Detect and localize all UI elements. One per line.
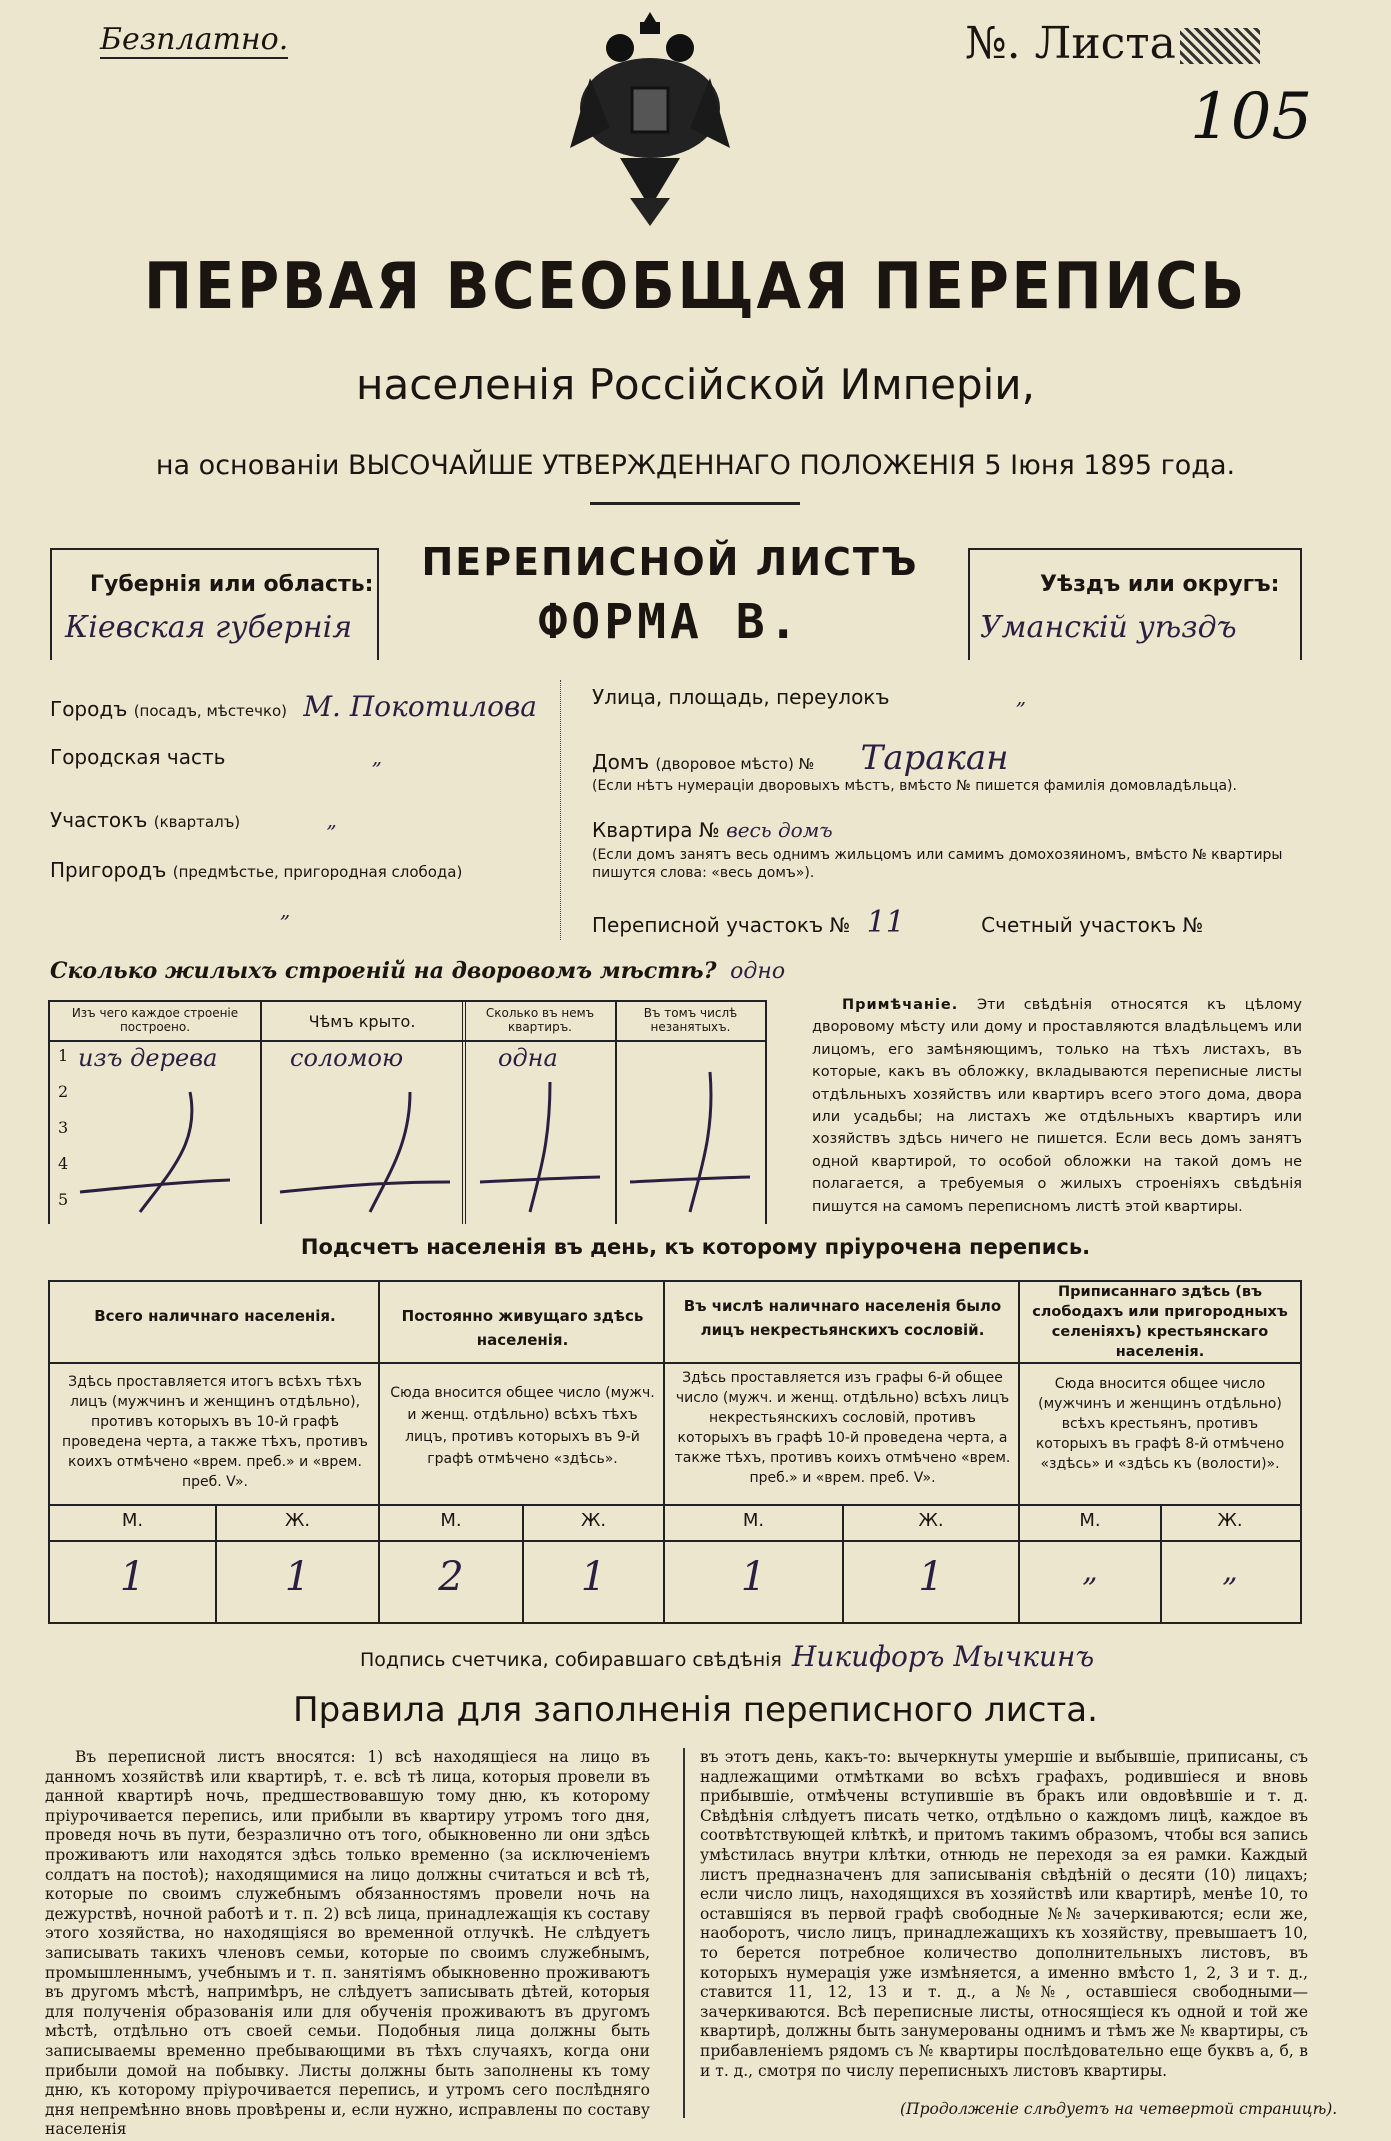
divider [590,502,800,505]
street-value: „ [1015,685,1027,709]
buildings-question [50,958,785,984]
city-part-value: „ [371,745,383,769]
buildings-header-apartments: Сколько въ немъ квартиръ. [485,1006,595,1034]
imperial-eagle-emblem [570,8,730,228]
buildings-question-text: Сколько жилыхъ строеній на дворовомъ мѣстѣ? [50,958,717,984]
signature-field [360,1640,1094,1673]
city-label: Городъ [50,697,128,721]
permanent-m-value: 2 [438,1554,464,1600]
buildings-table [48,1000,767,1224]
rules-left-column: Въ переписной листъ вносятся: 1) всѣ находящіеся на лицо въ данномъ хозяйствѣ или квартирѣ, т. е. всѣ тѣ лица, которыя провели въ данной квартирѣ ночь, предшествовавшую тому дню, къ которому пріурочивается перепись, или прибыли въ квартиру утромъ того дня, проведя ночь въ пути, безразлично отъ того, обыкновенно ли они здѣсь проживаютъ или находятся здѣсь только временно (за исключеніемъ солдатъ на постоѣ); находящимися на лицо должны считаться и всѣ тѣ, которые по своимъ служебнымъ обязанностямъ провели ночь на дежурствѣ, ночной работѣ и т. п. 2) всѣ лица, принадлежащія къ составу этого хозяйства, но находящіяся во временной отлучкѣ. Не слѣдуетъ записывать такихъ членовъ семьи, которые по своимъ служебнымъ, промышленнымъ, учебнымъ и т. п. занятіямъ обыкновенно проживаютъ въ другомъ мѣстѣ, напримѣръ, не слѣдуетъ записывать дѣтей, которыя для полученія образованія или для обученія проживаютъ въ другомъ мѣстѣ, отдѣльно отъ своей семьи. Подобныя лица должны быть записываемы временно пребывающими въ тѣхъ случаяхъ, когда они прибыли домой на побывку. Листы должны быть заполнены къ тому дню, къ которому пріурочивается перепись, и утромъ сего послѣдняго дня непремѣнно вновь провѣрены и, если нужно, исправлены по составу населенія [45,1748,650,2139]
count-table [48,1280,1302,1624]
non-peasant-m-label: М. [742,1510,765,1531]
non-peasant-f-value: 1 [918,1554,944,1600]
total-f-value: 1 [284,1554,311,1600]
address-separator [560,680,563,940]
apartment-label: Квартира № [592,818,720,842]
signature-label: Подпись счетчика, собиравшаго свѣдѣнія [360,1649,782,1671]
buildings-answer: одно [730,959,786,984]
blank-rows-strikes [50,1062,765,1222]
city-part-field [50,745,540,769]
total-f-label: Ж. [284,1510,311,1531]
uezd-label: Уѣздъ или округъ: [1040,572,1280,597]
sheet-number-value: 105 [1190,80,1313,154]
count-section-label: Счетный участокъ № [981,913,1204,937]
count-col-permanent-desc: Сюда вносится общее число (мужч. и женщ. отдѣльно) всѣхъ тѣхъ лицъ, противъ которыхъ въ 9-й графѣ отмѣчено «здѣсь». [390,1385,655,1467]
non-peasant-m-value: 1 [740,1554,767,1600]
row-1-material: изъ дерева [78,1044,218,1072]
rules-continued: (Продолженіе слѣдуетъ на четвертой страницѣ). [900,2100,1338,2118]
street-field [592,685,1026,709]
uezd-value: Уманскій уѣздъ [980,610,1237,645]
crossed-out-number [1180,28,1260,64]
census-section-field [592,905,1203,940]
buildings-header-roof: Чѣмъ крыто. [308,1012,416,1031]
rules-title: Правила для заполненія переписного листа. [293,1690,1098,1730]
count-col-permanent-head: Постоянно живущаго здѣсь населенія. [401,1307,644,1349]
suburb-field [50,858,540,882]
signature-value: Никифоръ Мычкинъ [791,1640,1095,1673]
total-m-label: М. [121,1510,144,1531]
apartment-hint: (Если домъ занятъ весь однимъ жильцомъ или самимъ домохозяиномъ, вмѣсто № квартиры пишутся слова: «весь домъ»). [592,847,1283,881]
form-title: ПЕРЕПИСНОЙ ЛИСТЪ [421,540,919,584]
apartment-value: весь домъ [726,818,833,842]
buildings-header-vacant: Въ томъ числѣ незанятыхъ. [643,1006,738,1034]
section-field [50,808,540,832]
form-letter: ФОРМА В. [538,594,802,650]
permanent-f-value: 1 [580,1554,607,1600]
house-value: Таракан [860,738,1009,778]
peasant-f-label: Ж. [1217,1510,1243,1531]
city-part-label: Городская часть [50,745,226,769]
row-1-roof: соломою [290,1044,404,1072]
street-label: Улица, площадь, переулокъ [592,685,890,709]
row-1-apartments: одна [498,1044,558,1072]
city-note: (посадъ, мѣстечко) [133,702,288,720]
row-number-5: 5 [58,1190,69,1209]
house-hint: (Если нѣтъ нумераціи дворовыхъ мѣстъ, вмѣсто № пишется фамилія домовладѣльца). [592,778,1237,794]
rules-right-column: въ этотъ день, какъ-то: вычеркнуты умершіе и выбывшіе, приписаны, съ надлежащими отмѣтками во всѣхъ графахъ, родившіеся и вновь прибывшіе, отмѣчены вступившіе въ бракъ или овдовѣвшіе и т. д. Свѣдѣнія слѣдуетъ писать четко, отдѣльно о каждомъ лицѣ, каждое въ соотвѣтствующей клѣткѣ, и притомъ такимъ образомъ, чтобы вся запись умѣстилась внутри клѣтки, отнюдь не переходя за ея рамки. Каждый листъ предназначенъ для записыванія свѣдѣній о десяти (10) лицахъ; если число лицъ, находящихся въ хозяйствѣ или квартирѣ, менѣе 10, то оставшіяся въ первой графѣ свободные №№ зачеркиваются; если же, наоборотъ, число лицъ, принадлежащихъ къ хозяйству, превышаетъ 10, то берется потребное количество дополнительныхъ листовъ, въ которыхъ нумерація уже измѣняется, а именно вмѣсто 1, 2, 3 и т. д., ставится 11, 12, 13 и т. д., а №№, оставшіеся свободными—зачеркиваются. Всѣ переписные листы, относящіеся къ одной и той же квартирѣ, должны быть занумерованы однимъ и тѣмъ же № квартиры, съ прибавленіемъ рядомъ съ № квартиры послѣдовательно еще буквъ а, б, в и т. д., смотря по числу переписныхъ листовъ квартиры. [700,1748,1308,2080]
count-col-non-peasant-head: Въ числѣ наличнаго населенія было лицъ некрестьянскихъ сословій. [683,1297,1002,1339]
section-label: Участокъ [50,808,148,832]
section-note: (кварталъ) [153,813,241,831]
count-col-total-head: Всего наличнаго населенія. [94,1307,336,1325]
note-title: Примѣчаніе. [842,997,959,1013]
suburb-label: Пригородъ [50,858,167,882]
peasant-m-value: „ [1082,1554,1098,1589]
main-title: ПЕРВАЯ ВСЕОБЩАЯ ПЕРЕПИСЬ [144,250,1247,324]
free-label: Безплатно. [100,22,289,57]
suburb-value: „ [280,898,291,922]
buildings-header-material: Изъ чего каждое строеніе построено. [71,1006,239,1034]
peasant-m-label: М. [1079,1510,1101,1531]
non-peasant-f-label: Ж. [918,1510,944,1531]
sheet-number-label: №. Листа [965,18,1176,69]
city-value: М. Покотилова [303,690,537,723]
row-number-3: 3 [58,1118,69,1137]
census-section-value: 11 [866,905,905,940]
row-number-2: 2 [58,1082,69,1101]
census-section-label: Переписной участокъ № [592,913,851,937]
count-col-peasant-desc: Сюда вносится общее число (мужчинъ и женщинъ отдѣльно) всѣхъ крестьянъ, противъ которыхъ въ графѣ 8-й отмѣчено «здѣсь» и «здѣсь къ (волости)». [1035,1376,1285,1472]
legal-basis: на основаніи ВЫСОЧАЙШЕ УТВЕРЖДЕННАГО ПОЛОЖЕНІЯ 5 Іюня 1895 года. [155,450,1236,481]
count-col-peasant-head: Приписаннаго здѣсь (въ слободахъ или пригородныхъ селеніяхъ) крестьянскаго населенія. [1032,1284,1288,1360]
gubernia-label: Губернія или область: [90,572,374,597]
house-label: Домъ [592,750,650,774]
house-field [592,738,1009,778]
note-text: Эти свѣдѣнія относятся къ цѣлому дворовому мѣсту или дому и проставляются владѣльцемъ или лицомъ, его замѣняющимъ, только на тѣхъ листахъ, въ которые, какъ въ обложку, вкладываются переписные листы отдѣльныхъ хозяйствъ или квартиръ всего этого дома, двора или усадьбы; на листахъ же отдѣльныхъ квартиръ или хозяйствъ здѣсь ничего не пишется. Если весь домъ занятъ одной квартирой, то особой обложки на такой домъ не полагается, а требуемыя о жилыхъ строеніяхъ свѣдѣнія пишутся на самомъ переписномъ листѣ этой квартиры. [812,997,1302,1215]
permanent-f-label: Ж. [580,1510,607,1531]
house-note: (дворовое мѣсто) № [655,755,815,773]
gubernia-value: Кіевская губернія [65,610,353,645]
apartment-field [592,818,833,842]
subtitle: населенія Россійской Имперіи, [356,360,1035,409]
count-col-non-peasant-desc: Здѣсь проставляется изъ графы 6-й общее число (мужч. и женщ. отдѣльно) всѣхъ лицъ некрестьянскихъ сословій, противъ которыхъ въ графѣ 10-й проведена черта, а также тѣхъ, противъ коихъ отмѣчено «врем. преб.» и «врем. преб. V». [674,1370,1011,1486]
peasant-f-value: „ [1222,1554,1238,1589]
city-field [50,690,540,723]
permanent-m-label: М. [440,1510,462,1531]
total-m-value: 1 [119,1554,146,1600]
rules-column-divider [683,1748,687,2118]
section-value: „ [326,808,337,832]
count-col-total-desc: Здѣсь проставляется итогъ всѣхъ тѣхъ лицъ (мужчинъ и женщинъ отдѣльно), противъ которыхъ въ 10-й графѣ проведена черта, а также тѣхъ, противъ коихъ отмѣчено «врем. преб.» и «врем. преб. V». [62,1374,368,1490]
row-number-1: 1 [58,1046,69,1065]
count-title: Подсчетъ населенія въ день, къ которому пріурочена перепись. [300,1235,1091,1259]
row-number-4: 4 [58,1154,69,1173]
buildings-note [812,994,1302,1218]
suburb-note: (предмѣстье, пригородная слобода) [172,863,463,881]
